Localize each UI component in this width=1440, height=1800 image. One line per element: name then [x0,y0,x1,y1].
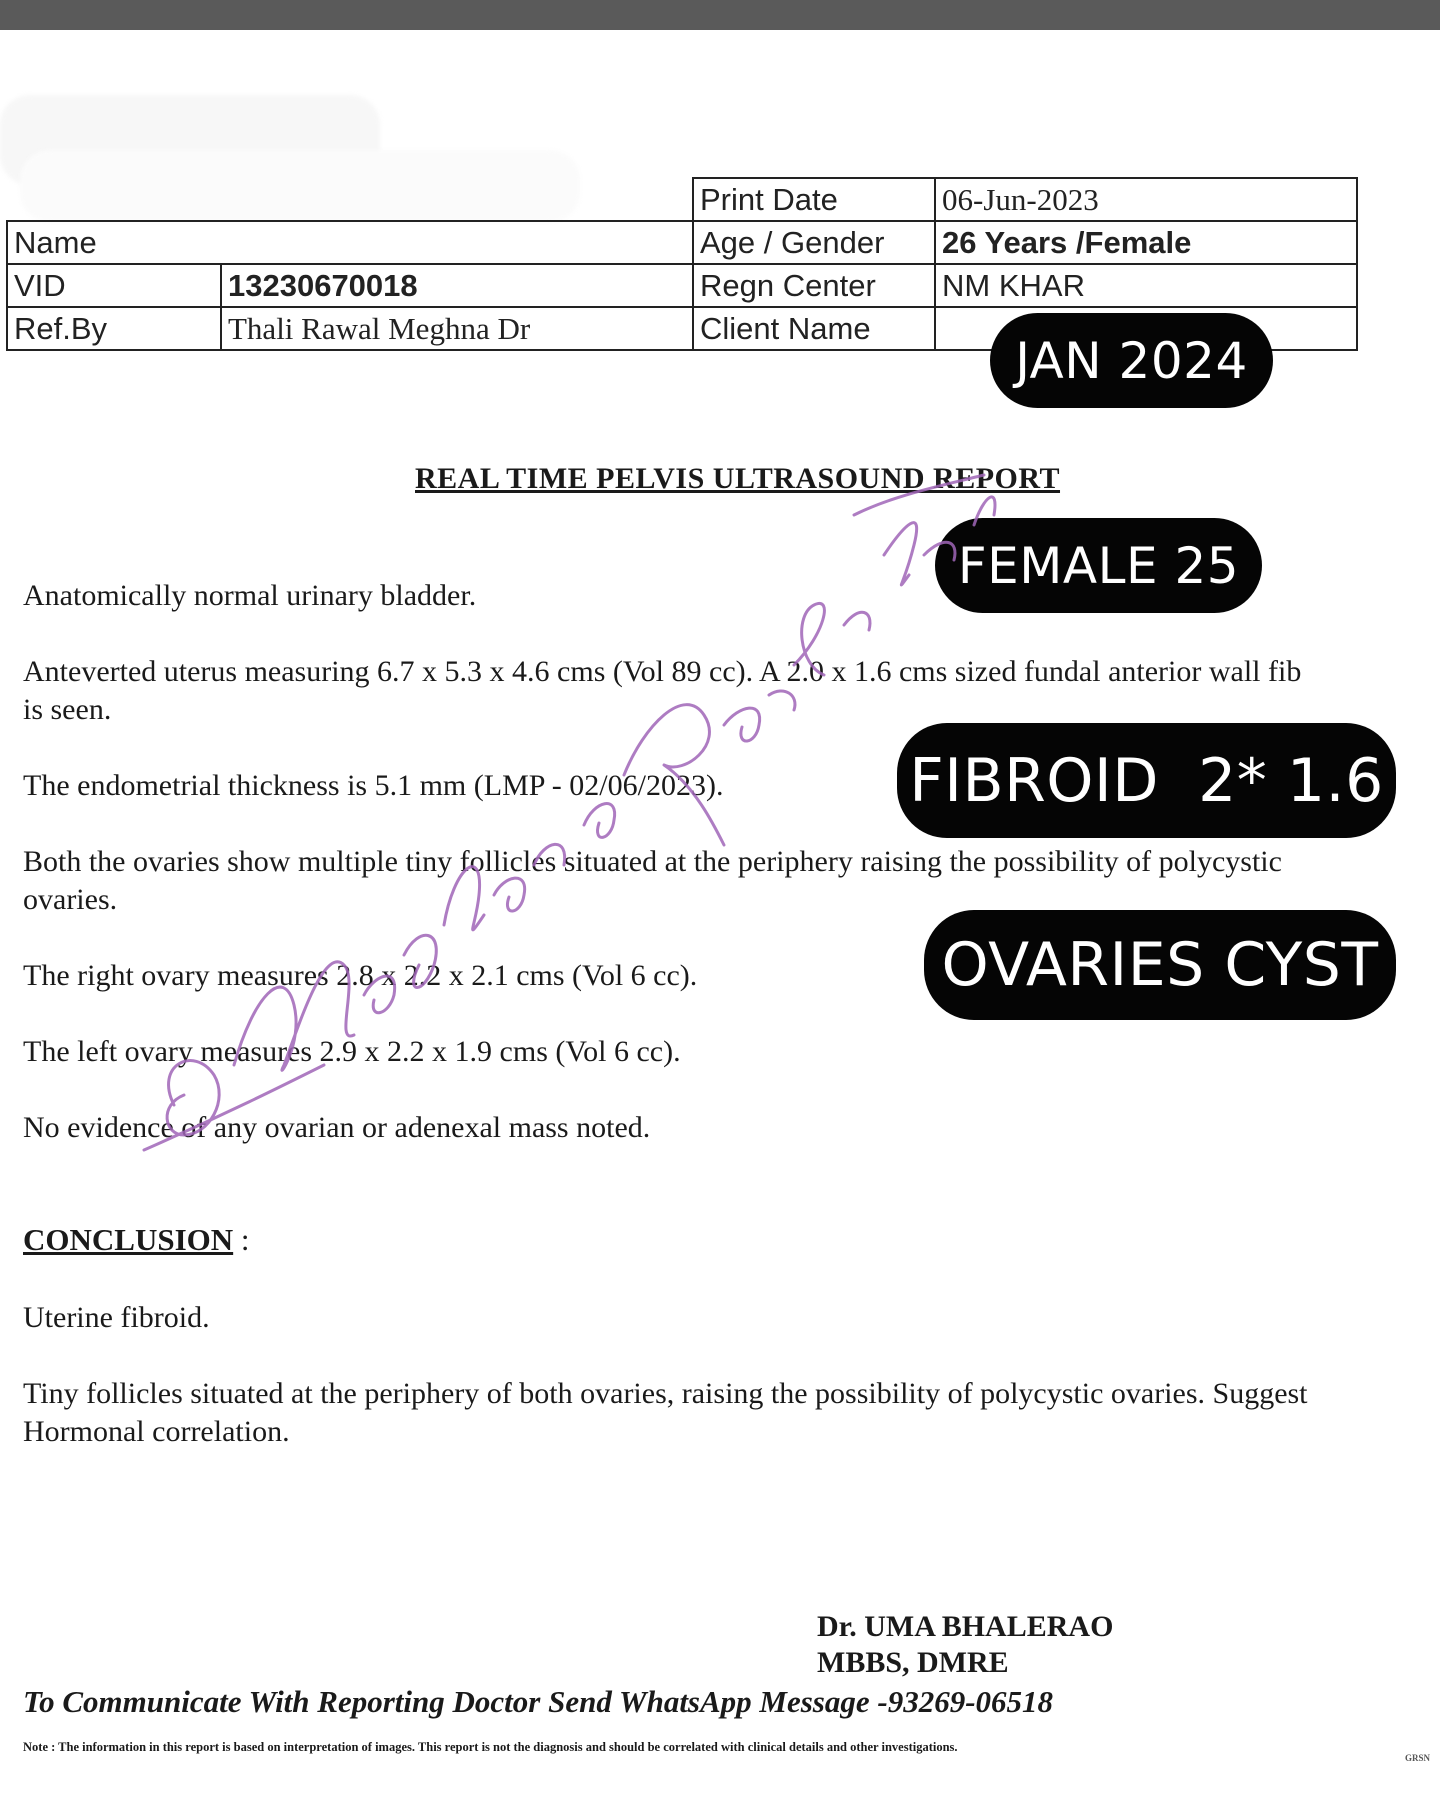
vid-value: 13230670018 [221,264,693,307]
patient-tag: FEMALE 25 [935,518,1262,613]
conclusion-line2a: Tiny follicles situated at the periphery of both ovaries, raising the possibility of polycystic ovaries. Suggest [23,1377,1308,1410]
print-date-value: 06-Jun-2023 [935,178,1357,221]
conclusion-colon: : [233,1222,250,1257]
vid-label: VID [7,264,221,307]
conclusion-heading-text: CONCLUSION [23,1222,234,1257]
finding-right-ovary: The right ovary measures 2.8 x 2.2 x 2.1 cms (Vol 6 cc). [23,959,698,992]
report-title: REAL TIME PELVIS ULTRASOUND REPORT [415,462,1061,495]
top-bar [0,0,1440,30]
ref-by-label: Ref.By [7,307,221,350]
finding-ovaries-line2: ovaries. [23,883,118,916]
table-row [7,264,1357,307]
corner-stamp: GRSN [1405,1753,1431,1763]
table-row [7,221,1357,264]
name-value [221,221,693,264]
fibroid-tag: FIBROID 2* 1.6 [897,723,1396,838]
finding-ovaries-line1: Both the ovaries show multiple tiny follicles situated at the periphery raising the possibility of polycystic [23,845,1282,878]
client-name-label: Client Name [693,307,935,350]
doctor-name: Dr. UMA BHALERAO [817,1610,1114,1643]
age-gender-label: Age / Gender [693,221,935,264]
finding-bladder: Anatomically normal urinary bladder. [23,579,477,612]
print-date-label: Print Date [693,178,935,221]
conclusion-heading [23,1222,250,1258]
whatsapp-contact: To Communicate With Reporting Doctor Send WhatsApp Message -93269-06518 [23,1684,1054,1719]
disclaimer-note: Note : The information in this report is based on interpretation of images. This report is not the diagnosis and should be correlated with clinical details and other investigations. [23,1740,958,1754]
conclusion-line1: Uterine fibroid. [23,1301,210,1334]
name-label: Name [7,221,221,264]
finding-left-ovary: The left ovary measures 2.9 x 2.2 x 1.9 cms (Vol 6 cc). [23,1035,681,1068]
regn-center-label: Regn Center [693,264,935,307]
conclusion-line2b: Hormonal correlation. [23,1415,290,1448]
age-gender-value: 26 Years /Female [935,221,1357,264]
doctor-qualification: MBBS, DMRE [817,1646,1009,1679]
finding-uterus-line1: Anteverted uterus measuring 6.7 x 5.3 x 4.6 cms (Vol 89 cc). A 2.0 x 1.6 cms sized fundal anterior wall fib [23,655,1302,688]
ref-by-value: Thali Rawal Meghna Dr [221,307,693,350]
ovaries-tag: OVARIES CYST [924,910,1396,1020]
finding-endometrium: The endometrial thickness is 5.1 mm (LMP - 02/06/2023). [23,769,724,802]
regn-center-value: NM KHAR [935,264,1357,307]
finding-mass: No evidence of any ovarian or adenexal mass noted. [23,1111,651,1144]
table-row [7,178,1357,221]
finding-uterus-line2: is seen. [23,693,112,726]
date-tag: JAN 2024 [990,313,1273,408]
